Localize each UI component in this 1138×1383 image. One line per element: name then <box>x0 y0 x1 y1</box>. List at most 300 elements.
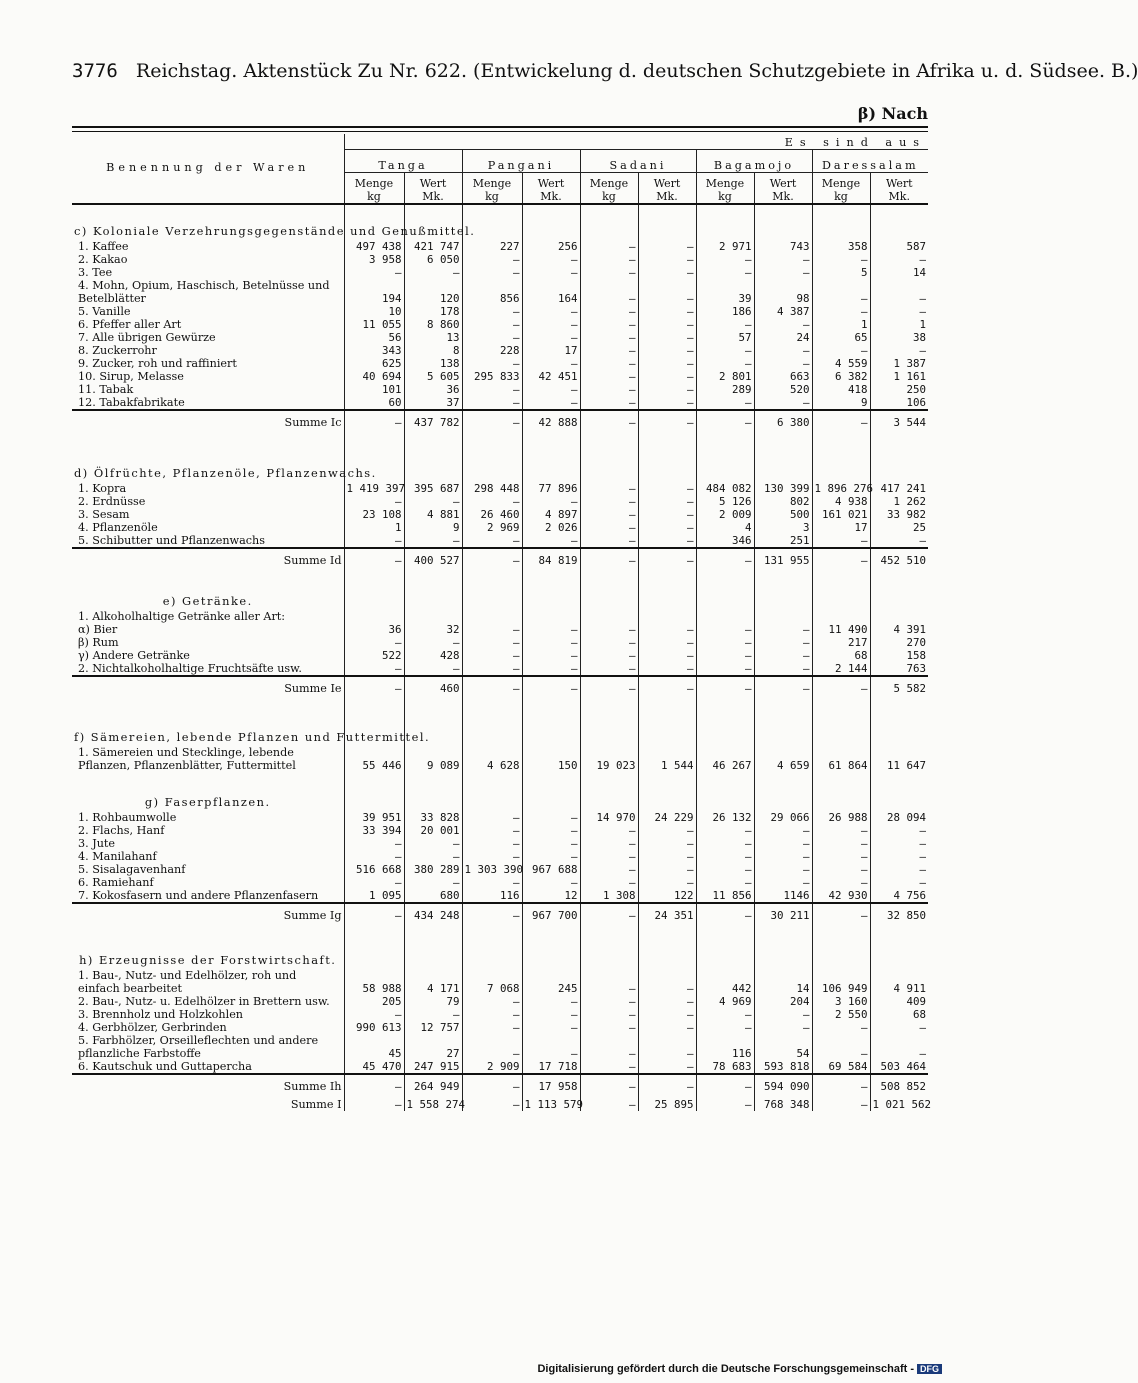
spacer-cell <box>462 952 522 969</box>
value-cell: — <box>638 396 696 410</box>
spacer-cell <box>462 429 522 465</box>
wert-header <box>754 173 812 205</box>
value-cell: — <box>812 305 870 318</box>
value-cell: — <box>696 876 754 889</box>
value-cell: 158 <box>870 649 928 662</box>
value-cell: — <box>462 876 522 889</box>
value-cell: 452 510 <box>870 548 928 567</box>
wert-header-unit: Mk. <box>540 190 562 203</box>
value-cell: — <box>344 534 404 548</box>
value-cell: — <box>522 495 580 508</box>
value-cell: 45 470 <box>344 1060 404 1074</box>
table-row <box>72 969 928 995</box>
value-cell: — <box>638 649 696 662</box>
value-cell: — <box>462 548 522 567</box>
spacer-cell <box>638 729 696 746</box>
spacer-cell <box>522 952 580 969</box>
value-cell: — <box>580 1060 638 1074</box>
value-cell: 40 694 <box>344 370 404 383</box>
table-row-label: 11. Tabak <box>78 383 134 396</box>
value-cell: 138 <box>404 357 462 370</box>
value-cell: 2 550 <box>812 1008 870 1021</box>
gap-cell <box>72 695 344 729</box>
spacer-cell <box>812 204 870 223</box>
section-title-row <box>72 465 928 482</box>
value-cell: 14 970 <box>580 811 638 824</box>
spacer-cell <box>638 567 696 593</box>
spacer-cell <box>522 593 580 610</box>
spacer-cell <box>462 729 522 746</box>
spacer-cell <box>404 465 462 482</box>
value-cell: — <box>580 495 638 508</box>
value-cell: — <box>870 1021 928 1034</box>
table-row-label: 6. Pfeffer aller Art <box>78 318 182 331</box>
table-row <box>72 889 928 903</box>
table-row-label: 6. Ramiehanf <box>78 876 154 889</box>
total-row <box>72 1093 928 1111</box>
value-cell: 437 782 <box>404 410 462 429</box>
table-row-label: 1. Kaffee <box>78 240 129 253</box>
value-cell: — <box>870 850 928 863</box>
value-cell: — <box>344 636 404 649</box>
spacer-cell <box>754 593 812 610</box>
value-cell: 346 <box>696 534 754 548</box>
value-cell: — <box>344 495 404 508</box>
value-cell: — <box>580 1093 638 1111</box>
value-cell: — <box>462 410 522 429</box>
value-cell: — <box>522 534 580 548</box>
value-cell: — <box>580 850 638 863</box>
value-cell: — <box>462 811 522 824</box>
value-cell: 3 958 <box>344 253 404 266</box>
value-cell: — <box>580 548 638 567</box>
value-cell: 343 <box>344 344 404 357</box>
value-cell: — <box>696 824 754 837</box>
menge-header-unit: kg <box>367 190 381 203</box>
table-row-label: 7. Kokosfasern und andere Pflanzenfasern <box>78 889 319 902</box>
value-cell: 25 <box>870 521 928 534</box>
table-row-label: α) Bier <box>78 623 118 636</box>
value-cell: — <box>696 649 754 662</box>
value-cell: 17 <box>522 344 580 357</box>
value-cell: — <box>522 995 580 1008</box>
value-cell: 1 896 276 <box>812 482 870 495</box>
value-cell: — <box>754 357 812 370</box>
value-cell: — <box>462 305 522 318</box>
header-rule-thin <box>72 131 928 132</box>
value-cell: — <box>580 357 638 370</box>
menge-header-unit: kg <box>718 190 732 203</box>
spacer-cell <box>812 429 870 465</box>
value-cell: 484 082 <box>696 482 754 495</box>
value-cell: 164 <box>522 279 580 305</box>
table-row-label: 4. Gerbhölzer, Gerbrinden <box>78 1021 227 1034</box>
value-cell: — <box>754 824 812 837</box>
value-cell: 1 558 274 <box>404 1093 462 1111</box>
table-row-label: 6. Kautschuk und Guttapercha <box>78 1060 252 1073</box>
value-cell: 4 938 <box>812 495 870 508</box>
spacer-cell <box>580 567 638 593</box>
table-row <box>72 746 928 772</box>
spacer-cell <box>580 729 638 746</box>
value-cell: 227 <box>462 240 522 253</box>
value-cell: — <box>696 253 754 266</box>
sum-row-label: Summe Id <box>72 548 344 567</box>
spacer-cell <box>638 593 696 610</box>
section-gap <box>72 922 928 952</box>
spacer-cell <box>754 772 812 794</box>
value-cell: — <box>696 676 754 695</box>
value-cell: 6 380 <box>754 410 812 429</box>
value-cell: — <box>580 1021 638 1034</box>
value-cell: — <box>754 1008 812 1021</box>
value-cell: — <box>638 482 696 495</box>
spacer-cell <box>754 695 812 729</box>
value-cell: 17 <box>812 521 870 534</box>
spacer-cell <box>404 772 462 794</box>
table-row <box>72 636 928 649</box>
table-row <box>72 266 928 279</box>
value-cell: 270 <box>870 636 928 649</box>
menge-header-label: Menge <box>354 177 394 190</box>
value-cell <box>696 610 754 623</box>
value-cell: 4 659 <box>754 746 812 772</box>
section-gap <box>72 772 928 794</box>
spacer-cell <box>812 729 870 746</box>
value-cell: 13 <box>404 331 462 344</box>
menge-header-unit: kg <box>602 190 616 203</box>
spacer-cell <box>638 922 696 952</box>
table-row-label: 1. Alkoholhaltige Getränke aller Art: <box>78 610 286 623</box>
value-cell <box>754 610 812 623</box>
value-cell: 122 <box>638 889 696 903</box>
spacer-cell <box>638 952 696 969</box>
place-header: Sadani <box>580 150 696 173</box>
wert-header <box>638 173 696 205</box>
table-body <box>72 204 932 1112</box>
value-cell: — <box>580 266 638 279</box>
value-cell: 1 021 562 <box>870 1093 928 1111</box>
page-number: 3776 <box>72 60 118 82</box>
value-cell: — <box>754 396 812 410</box>
table-row <box>72 396 928 410</box>
value-cell: — <box>522 824 580 837</box>
value-cell: 79 <box>404 995 462 1008</box>
spacer-cell <box>870 922 928 952</box>
value-cell: — <box>580 521 638 534</box>
spacer-cell <box>580 794 638 811</box>
spacer-cell <box>344 952 404 969</box>
value-cell: — <box>638 662 696 676</box>
spacer-cell <box>522 567 580 593</box>
value-cell: 4 881 <box>404 508 462 521</box>
value-cell: 24 <box>754 331 812 344</box>
value-cell: 60 <box>344 396 404 410</box>
value-cell: — <box>522 383 580 396</box>
place-header: Pangani <box>462 150 580 173</box>
spacer-cell <box>580 465 638 482</box>
value-cell: — <box>812 676 870 695</box>
spacer-cell <box>522 794 580 811</box>
value-cell: — <box>344 266 404 279</box>
value-cell <box>404 610 462 623</box>
value-cell: — <box>404 1008 462 1021</box>
value-cell: 4 756 <box>870 889 928 903</box>
spacer-cell <box>870 465 928 482</box>
value-cell: — <box>580 662 638 676</box>
table-row <box>72 1060 928 1074</box>
value-cell: — <box>462 396 522 410</box>
table-row <box>72 521 928 534</box>
value-cell: — <box>462 318 522 331</box>
value-cell: 400 527 <box>404 548 462 567</box>
value-cell: — <box>580 863 638 876</box>
value-cell: — <box>462 676 522 695</box>
value-cell: 11 647 <box>870 746 928 772</box>
value-cell: 205 <box>344 995 404 1008</box>
value-cell: 520 <box>754 383 812 396</box>
value-cell: — <box>696 863 754 876</box>
section-gap <box>72 695 928 729</box>
value-cell: 24 229 <box>638 811 696 824</box>
value-cell: — <box>638 383 696 396</box>
value-cell: 68 <box>870 1008 928 1021</box>
value-cell <box>462 610 522 623</box>
value-cell: 217 <box>812 636 870 649</box>
value-cell: 6 050 <box>404 253 462 266</box>
table-row <box>72 623 928 636</box>
value-cell: — <box>404 850 462 863</box>
value-cell: 42 930 <box>812 889 870 903</box>
spacer-cell <box>404 695 462 729</box>
spacer-cell <box>404 429 462 465</box>
menge-header <box>344 173 404 205</box>
table-row <box>72 1034 928 1060</box>
value-cell: — <box>812 279 870 305</box>
wert-header-label: Wert <box>769 177 797 190</box>
value-cell: — <box>754 1021 812 1034</box>
trade-table <box>72 134 932 1112</box>
spacer-cell <box>638 429 696 465</box>
spacer-cell <box>638 794 696 811</box>
table-row <box>72 863 928 876</box>
value-cell: 45 <box>344 1034 404 1060</box>
menge-header <box>812 173 870 205</box>
value-cell: 460 <box>404 676 462 695</box>
value-cell: 17 718 <box>522 1060 580 1074</box>
table-row <box>72 995 928 1008</box>
table-row-label: 4. Pflanzenöle <box>78 521 158 534</box>
value-cell: — <box>812 410 870 429</box>
spacer-cell <box>696 465 754 482</box>
spacer-cell <box>344 567 404 593</box>
value-cell: 497 438 <box>344 240 404 253</box>
value-cell: 55 446 <box>344 746 404 772</box>
table-row <box>72 876 928 889</box>
value-cell: 11 856 <box>696 889 754 903</box>
value-cell: — <box>638 279 696 305</box>
value-cell: — <box>580 534 638 548</box>
value-cell: — <box>870 1034 928 1060</box>
menge-header-unit: kg <box>834 190 848 203</box>
value-cell: — <box>696 1074 754 1093</box>
value-cell: — <box>638 850 696 863</box>
place-header: Bagamojo <box>696 150 812 173</box>
value-cell: 5 126 <box>696 495 754 508</box>
spacer-cell <box>462 922 522 952</box>
value-cell: — <box>462 1074 522 1093</box>
value-cell: — <box>638 534 696 548</box>
section-heading-nach: β) Nach <box>857 104 928 123</box>
table-row-label: 5. Schibutter und Pflanzenwachs <box>78 534 265 547</box>
value-cell: 8 <box>404 344 462 357</box>
value-cell: — <box>638 521 696 534</box>
value-cell: 14 <box>870 266 928 279</box>
value-cell: — <box>344 1074 404 1093</box>
value-cell: — <box>696 662 754 676</box>
gap-cell <box>72 204 344 223</box>
value-cell: — <box>580 636 638 649</box>
value-cell: 26 460 <box>462 508 522 521</box>
table-row-label: 5. Farbhölzer, Orseilleflechten und andere pflanzliche Farbstoffe <box>78 1034 319 1060</box>
value-cell: 77 896 <box>522 482 580 495</box>
spacer-cell <box>696 695 754 729</box>
value-cell: — <box>696 410 754 429</box>
value-cell: — <box>462 662 522 676</box>
wert-header <box>404 173 462 205</box>
spacer-cell <box>522 223 580 240</box>
value-cell: 84 819 <box>522 548 580 567</box>
value-cell: — <box>580 410 638 429</box>
menge-header-label: Menge <box>705 177 745 190</box>
value-cell: — <box>812 253 870 266</box>
gap-cell <box>72 567 344 593</box>
value-cell: 12 <box>522 889 580 903</box>
table-row <box>72 331 928 344</box>
table-row <box>72 482 928 495</box>
value-cell: 101 <box>344 383 404 396</box>
spacer-cell <box>754 794 812 811</box>
value-cell: — <box>870 279 928 305</box>
section-title: g) Faserpflanzen. <box>144 795 271 809</box>
value-cell <box>580 610 638 623</box>
table-row-label: 12. Tabakfabrikate <box>78 396 185 409</box>
value-cell: 33 982 <box>870 508 928 521</box>
value-cell: — <box>696 1021 754 1034</box>
value-cell: — <box>404 662 462 676</box>
spacer-cell <box>870 593 928 610</box>
table-row-label: 10. Sirup, Melasse <box>78 370 184 383</box>
spacer-cell <box>812 922 870 952</box>
spacer-cell <box>754 952 812 969</box>
value-cell: — <box>580 383 638 396</box>
value-cell: — <box>638 1021 696 1034</box>
value-cell: 1 308 <box>580 889 638 903</box>
value-cell: — <box>812 548 870 567</box>
value-cell: 9 089 <box>404 746 462 772</box>
value-cell: 1 419 397 <box>344 482 404 495</box>
sum-row <box>72 410 928 429</box>
sum-row-label: Summe Ig <box>72 903 344 922</box>
spacer-cell <box>696 204 754 223</box>
value-cell: 106 <box>870 396 928 410</box>
value-cell: — <box>580 1074 638 1093</box>
value-cell: — <box>580 305 638 318</box>
value-cell: — <box>580 676 638 695</box>
header-rule <box>72 126 928 128</box>
value-cell: 594 090 <box>754 1074 812 1093</box>
spacer-cell <box>696 922 754 952</box>
value-cell: 58 988 <box>344 969 404 995</box>
spacer-cell <box>696 223 754 240</box>
value-cell: 1 <box>344 521 404 534</box>
spacer-cell <box>696 593 754 610</box>
spacer-cell <box>580 952 638 969</box>
spacer-cell <box>344 922 404 952</box>
spacer-cell <box>404 593 462 610</box>
spacer-cell <box>812 465 870 482</box>
value-cell: — <box>638 1008 696 1021</box>
spacer-cell <box>580 429 638 465</box>
value-cell: 1 <box>812 318 870 331</box>
table-row <box>72 383 928 396</box>
table-row <box>72 534 928 548</box>
value-cell: 1 <box>870 318 928 331</box>
value-cell: 228 <box>462 344 522 357</box>
value-cell: — <box>696 548 754 567</box>
value-cell: — <box>812 837 870 850</box>
spacer-cell <box>522 429 580 465</box>
value-cell: — <box>638 508 696 521</box>
value-cell: 417 241 <box>870 482 928 495</box>
spacer-cell <box>522 772 580 794</box>
value-cell: 4 391 <box>870 623 928 636</box>
value-cell: 2 909 <box>462 1060 522 1074</box>
value-cell: — <box>580 649 638 662</box>
table-row <box>72 279 928 305</box>
value-cell: — <box>696 357 754 370</box>
value-cell: — <box>462 995 522 1008</box>
value-cell: 27 <box>404 1034 462 1060</box>
value-cell: 1 095 <box>344 889 404 903</box>
value-cell: — <box>638 995 696 1008</box>
value-cell: — <box>638 253 696 266</box>
spacer-cell <box>754 223 812 240</box>
value-cell <box>522 610 580 623</box>
page-title: Reichstag. Aktenstück Zu Nr. 622. (Entwickelung d. deutschen Schutzgebiete in Afrika u. d. Südsee. B.) <box>135 60 1138 82</box>
value-cell: — <box>344 1008 404 1021</box>
value-cell: 5 582 <box>870 676 928 695</box>
value-cell: 57 <box>696 331 754 344</box>
value-cell: — <box>638 266 696 279</box>
value-cell: 116 <box>696 1034 754 1060</box>
value-cell: — <box>812 876 870 889</box>
spacer-cell <box>462 593 522 610</box>
value-cell: 9 <box>812 396 870 410</box>
value-cell: — <box>580 344 638 357</box>
value-cell: — <box>522 396 580 410</box>
value-cell: 38 <box>870 331 928 344</box>
value-cell: 30 211 <box>754 903 812 922</box>
spacer-cell <box>638 223 696 240</box>
section-title: e) Getränke. <box>162 594 253 608</box>
spacer-cell <box>462 772 522 794</box>
value-cell: 500 <box>754 508 812 521</box>
value-cell: — <box>696 1008 754 1021</box>
value-cell: 1 544 <box>638 746 696 772</box>
value-cell: 14 <box>754 969 812 995</box>
value-cell: — <box>812 850 870 863</box>
